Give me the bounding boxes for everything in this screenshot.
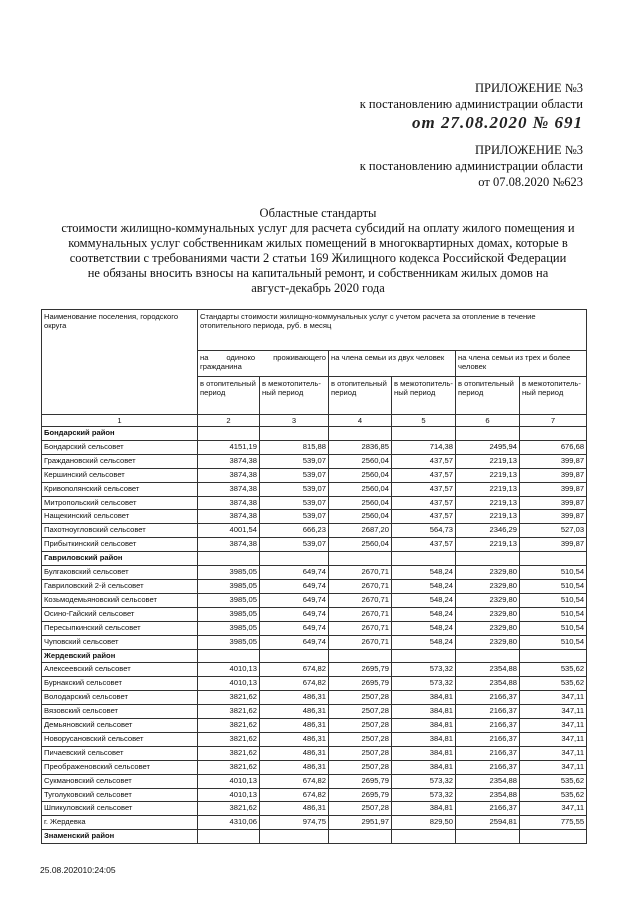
value-cell: 3821,62 (198, 719, 260, 733)
value-cell: 437,57 (392, 482, 456, 496)
header-heating-period: в отопительный период (329, 377, 392, 415)
title-line: Областные стандарты (259, 206, 377, 220)
value-cell: 2560,04 (329, 496, 392, 510)
settlement-name: Туголуковский сельсовет (42, 788, 198, 802)
settlement-name: Вязовский сельсовет (42, 705, 198, 719)
value-cell: 4010,13 (198, 788, 260, 802)
value-cell: 4310,06 (198, 816, 260, 830)
value-cell: 2329,80 (456, 607, 520, 621)
settlement-name: Алексеевский сельсовет (42, 663, 198, 677)
value-cell: 2329,80 (456, 593, 520, 607)
value-cell (260, 649, 329, 663)
value-cell (392, 830, 456, 844)
value-cell: 2670,71 (329, 579, 392, 593)
title-line: соответствии с требованиями части 2 статьи 169 Жилищного кодекса Российской Федерации (69, 251, 567, 265)
table-row (42, 566, 587, 580)
value-cell: 2166,37 (456, 802, 520, 816)
header-heating-period: в отопительный период (198, 377, 260, 415)
settlement-name: Новорусановский сельсовет (42, 732, 198, 746)
value-cell: 539,07 (260, 454, 329, 468)
district-row (42, 830, 587, 844)
table-row (42, 746, 587, 760)
value-cell: 2507,28 (329, 732, 392, 746)
settlement-name: Осино-Гайский сельсовет (42, 607, 198, 621)
table-row (42, 802, 587, 816)
value-cell: 2166,37 (456, 719, 520, 733)
value-cell: 674,82 (260, 663, 329, 677)
value-cell: 3821,62 (198, 746, 260, 760)
value-cell: 347,11 (520, 719, 587, 733)
value-cell: 2166,37 (456, 746, 520, 760)
value-cell: 486,31 (260, 746, 329, 760)
district-row (42, 427, 587, 441)
value-cell: 2507,28 (329, 691, 392, 705)
column-number: 6 (456, 415, 520, 427)
value-cell: 2560,04 (329, 468, 392, 482)
value-cell: 573,32 (392, 677, 456, 691)
value-cell: 2560,04 (329, 538, 392, 552)
value-cell: 3874,38 (198, 468, 260, 482)
value-cell: 2670,71 (329, 566, 392, 580)
value-cell: 486,31 (260, 802, 329, 816)
value-cell: 548,24 (392, 635, 456, 649)
value-cell: 3985,05 (198, 593, 260, 607)
value-cell: 3985,05 (198, 607, 260, 621)
value-cell: 486,31 (260, 691, 329, 705)
table-row (42, 774, 587, 788)
value-cell: 539,07 (260, 468, 329, 482)
table-row (42, 454, 587, 468)
value-cell: 2495,94 (456, 440, 520, 454)
table-row (42, 482, 587, 496)
value-cell (392, 649, 456, 663)
settlement-name: Преображеновский сельсовет (42, 760, 198, 774)
settlement-name: Пахотноугловский сельсовет (42, 524, 198, 538)
value-cell: 2507,28 (329, 705, 392, 719)
table-row (42, 538, 587, 552)
print-timestamp: 25.08.202010:24:05 (40, 865, 116, 875)
annex-block-initial (300, 80, 583, 112)
settlement-name: Кривополянский сельсовет (42, 482, 198, 496)
value-cell: 2166,37 (456, 760, 520, 774)
value-cell: 2354,88 (456, 677, 520, 691)
table-row (42, 607, 587, 621)
table-row (42, 677, 587, 691)
value-cell: 649,74 (260, 635, 329, 649)
table-row (42, 593, 587, 607)
value-cell: 2507,28 (329, 760, 392, 774)
value-cell: 4010,13 (198, 677, 260, 691)
settlement-name: Нащекинский сельсовет (42, 510, 198, 524)
value-cell: 666,23 (260, 524, 329, 538)
value-cell: 548,24 (392, 566, 456, 580)
settlement-name: Чуповский сельсовет (42, 635, 198, 649)
value-cell: 775,55 (520, 816, 587, 830)
value-cell: 3874,38 (198, 454, 260, 468)
value-cell: 649,74 (260, 566, 329, 580)
value-cell: 486,31 (260, 719, 329, 733)
value-cell: 399,87 (520, 468, 587, 482)
table-row (42, 691, 587, 705)
value-cell: 384,81 (392, 691, 456, 705)
value-cell: 3821,62 (198, 732, 260, 746)
value-cell: 4001,54 (198, 524, 260, 538)
value-cell: 2166,37 (456, 691, 520, 705)
value-cell: 399,87 (520, 538, 587, 552)
value-cell: 573,32 (392, 774, 456, 788)
table-row (42, 496, 587, 510)
settlement-name: Бурнакский сельсовет (42, 677, 198, 691)
value-cell: 384,81 (392, 802, 456, 816)
value-cell: 2346,29 (456, 524, 520, 538)
value-cell: 2219,13 (456, 538, 520, 552)
value-cell: 2329,80 (456, 635, 520, 649)
value-cell (329, 649, 392, 663)
value-cell: 347,11 (520, 705, 587, 719)
value-cell (260, 830, 329, 844)
table-row (42, 510, 587, 524)
value-cell (456, 552, 520, 566)
value-cell: 2507,28 (329, 746, 392, 760)
value-cell: 3985,05 (198, 621, 260, 635)
value-cell: 539,07 (260, 510, 329, 524)
value-cell: 674,82 (260, 677, 329, 691)
value-cell (329, 830, 392, 844)
value-cell: 2560,04 (329, 510, 392, 524)
table-row (42, 579, 587, 593)
title-line: стоимости жилищно-коммунальных услуг для расчета субсидий на оплату жилого помещения и (61, 221, 575, 235)
value-cell: 399,87 (520, 454, 587, 468)
district-name: Жердевский район (42, 649, 198, 663)
annex-title: ПРИЛОЖЕНИЕ №3 (474, 143, 583, 157)
settlement-name: Демьяновский сельсовет (42, 719, 198, 733)
value-cell: 3821,62 (198, 705, 260, 719)
settlement-name: Булгаковский сельсовет (42, 566, 198, 580)
value-cell (260, 552, 329, 566)
header-three-person: на члена семьи из трех и более человек (456, 351, 587, 377)
value-cell: 2951,97 (329, 816, 392, 830)
value-cell: 2695,79 (329, 788, 392, 802)
table-row (42, 440, 587, 454)
value-cell (520, 552, 587, 566)
value-cell (198, 830, 260, 844)
value-cell: 2670,71 (329, 607, 392, 621)
settlement-name: Пичаевский сельсовет (42, 746, 198, 760)
value-cell: 649,74 (260, 621, 329, 635)
value-cell: 2219,13 (456, 468, 520, 482)
table-row (42, 468, 587, 482)
settlement-name: Гавриловский 2-й сельсовет (42, 579, 198, 593)
value-cell: 2695,79 (329, 663, 392, 677)
settlement-name: Шпикуловский сельсовет (42, 802, 198, 816)
table-row (42, 760, 587, 774)
value-cell: 2166,37 (456, 705, 520, 719)
header-non-heating-period: в межотопитель-ный период (520, 377, 587, 415)
value-cell: 399,87 (520, 482, 587, 496)
value-cell: 486,31 (260, 760, 329, 774)
value-cell (456, 427, 520, 441)
value-cell: 535,62 (520, 788, 587, 802)
value-cell: 347,11 (520, 746, 587, 760)
value-cell: 4151,19 (198, 440, 260, 454)
value-cell: 573,32 (392, 663, 456, 677)
value-cell: 2354,88 (456, 788, 520, 802)
value-cell: 2560,04 (329, 482, 392, 496)
column-number: 2 (198, 415, 260, 427)
value-cell: 510,54 (520, 566, 587, 580)
settlement-name: Володарский сельсовет (42, 691, 198, 705)
value-cell (456, 649, 520, 663)
value-cell: 384,81 (392, 705, 456, 719)
value-cell: 539,07 (260, 496, 329, 510)
value-cell: 2836,85 (329, 440, 392, 454)
table-row (42, 621, 587, 635)
value-cell: 4010,13 (198, 663, 260, 677)
value-cell: 2594,81 (456, 816, 520, 830)
value-cell: 510,54 (520, 635, 587, 649)
value-cell: 347,11 (520, 802, 587, 816)
value-cell: 3821,62 (198, 760, 260, 774)
standards-table (41, 309, 587, 844)
table-row (42, 635, 587, 649)
value-cell: 3874,38 (198, 538, 260, 552)
value-cell: 2670,71 (329, 635, 392, 649)
value-cell: 437,57 (392, 454, 456, 468)
settlement-name: Прибыткинский сельсовет (42, 538, 198, 552)
header-non-heating-period: в межотопитель-ный период (260, 377, 329, 415)
value-cell: 676,68 (520, 440, 587, 454)
table-row (42, 705, 587, 719)
value-cell: 2219,13 (456, 496, 520, 510)
value-cell: 399,87 (520, 510, 587, 524)
table-body (42, 427, 587, 844)
value-cell: 3874,38 (198, 510, 260, 524)
title-line: не обязаны вносить взносы на капитальный ремонт, и собственникам жилых домов на (87, 266, 549, 280)
value-cell: 4010,13 (198, 774, 260, 788)
value-cell: 3874,38 (198, 496, 260, 510)
value-cell: 347,11 (520, 691, 587, 705)
header-standards: Стандарты стоимости жилищно-коммунальных услуг с учетом расчета за отопление в течение отопительного периода, руб. в месяц (198, 310, 587, 351)
value-cell: 2560,04 (329, 454, 392, 468)
value-cell: 2329,80 (456, 579, 520, 593)
value-cell: 714,38 (392, 440, 456, 454)
column-number: 4 (329, 415, 392, 427)
value-cell: 539,07 (260, 482, 329, 496)
value-cell (520, 649, 587, 663)
value-cell: 815,88 (260, 440, 329, 454)
value-cell: 974,75 (260, 816, 329, 830)
settlement-name: Козьмодемьяновский сельсовет (42, 593, 198, 607)
value-cell (520, 830, 587, 844)
value-cell: 3821,62 (198, 802, 260, 816)
title-line: август-декабрь 2020 года (251, 281, 385, 295)
value-cell: 347,11 (520, 760, 587, 774)
table-row (42, 663, 587, 677)
value-cell (198, 427, 260, 441)
district-row (42, 649, 587, 663)
value-cell: 3821,62 (198, 691, 260, 705)
value-cell: 2166,37 (456, 732, 520, 746)
settlement-name: г. Жердевка (42, 816, 198, 830)
value-cell (198, 552, 260, 566)
value-cell: 2219,13 (456, 454, 520, 468)
value-cell: 3985,05 (198, 566, 260, 580)
annex-subtitle: к постановлению администрации области (359, 159, 583, 173)
value-cell: 2219,13 (456, 482, 520, 496)
settlement-name: Сукмановский сельсовет (42, 774, 198, 788)
annex-title: ПРИЛОЖЕНИЕ №3 (474, 81, 583, 95)
value-cell: 486,31 (260, 732, 329, 746)
annex-subtitle: к постановлению администрации области (359, 97, 583, 111)
settlement-name: Кершинский сельсовет (42, 468, 198, 482)
value-cell: 384,81 (392, 719, 456, 733)
value-cell: 573,32 (392, 788, 456, 802)
value-cell: 437,57 (392, 496, 456, 510)
value-cell (520, 427, 587, 441)
value-cell: 829,50 (392, 816, 456, 830)
table-row (42, 524, 587, 538)
district-row (42, 552, 587, 566)
table-row (42, 732, 587, 746)
value-cell: 3985,05 (198, 635, 260, 649)
value-cell: 437,57 (392, 468, 456, 482)
value-cell: 384,81 (392, 732, 456, 746)
value-cell: 510,54 (520, 579, 587, 593)
value-cell (260, 427, 329, 441)
column-number: 1 (42, 415, 198, 427)
value-cell: 548,24 (392, 607, 456, 621)
value-cell: 399,87 (520, 496, 587, 510)
settlement-name: Бондарский сельсовет (42, 440, 198, 454)
value-cell: 510,54 (520, 621, 587, 635)
value-cell: 564,73 (392, 524, 456, 538)
document-title (40, 206, 596, 296)
value-cell: 539,07 (260, 538, 329, 552)
value-cell: 3985,05 (198, 579, 260, 593)
value-cell: 2219,13 (456, 510, 520, 524)
district-name: Гавриловский район (42, 552, 198, 566)
value-cell: 535,62 (520, 774, 587, 788)
value-cell: 347,11 (520, 732, 587, 746)
value-cell: 510,54 (520, 593, 587, 607)
value-cell: 3874,38 (198, 482, 260, 496)
value-cell: 2695,79 (329, 677, 392, 691)
value-cell: 674,82 (260, 774, 329, 788)
value-cell (329, 552, 392, 566)
district-name: Знаменский район (42, 830, 198, 844)
header-non-heating-period: в межотопитель-ный период (392, 377, 456, 415)
value-cell: 2670,71 (329, 593, 392, 607)
value-cell: 384,81 (392, 746, 456, 760)
handwritten-annotation: от 27.08.2020 № 691 (411, 113, 583, 132)
value-cell (329, 427, 392, 441)
header-settlement-name: Наименование поселения, городского округа (42, 310, 198, 415)
value-cell: 527,03 (520, 524, 587, 538)
value-cell: 548,24 (392, 593, 456, 607)
value-cell: 2329,80 (456, 621, 520, 635)
title-line: коммунальных услуг собственникам жилых помещений в многоквартирных домах, которые в (68, 236, 568, 250)
value-cell: 2507,28 (329, 802, 392, 816)
value-cell (392, 552, 456, 566)
value-cell (456, 830, 520, 844)
value-cell: 548,24 (392, 621, 456, 635)
header-two-person: на члена семьи из двух человек (329, 351, 456, 377)
district-name: Бондарский район (42, 427, 198, 441)
value-cell: 548,24 (392, 579, 456, 593)
table-row (42, 816, 587, 830)
settlement-name: Пересыпкинский сельсовет (42, 621, 198, 635)
table-row (42, 719, 587, 733)
value-cell: 486,31 (260, 705, 329, 719)
value-cell: 2329,80 (456, 566, 520, 580)
value-cell: 649,74 (260, 579, 329, 593)
value-cell: 384,81 (392, 760, 456, 774)
value-cell: 437,57 (392, 538, 456, 552)
value-cell: 649,74 (260, 607, 329, 621)
value-cell: 649,74 (260, 593, 329, 607)
value-cell: 535,62 (520, 677, 587, 691)
value-cell (198, 649, 260, 663)
annex-block-original (300, 142, 583, 190)
value-cell: 2507,28 (329, 719, 392, 733)
table-row (42, 788, 587, 802)
header-single-person: на одиноко проживающего гражданина (198, 351, 329, 377)
header-heating-period: в отопительный период (456, 377, 520, 415)
value-cell: 437,57 (392, 510, 456, 524)
value-cell: 510,54 (520, 607, 587, 621)
column-number: 7 (520, 415, 587, 427)
settlement-name: Граждановский сельсовет (42, 454, 198, 468)
column-number: 3 (260, 415, 329, 427)
value-cell: 535,62 (520, 663, 587, 677)
value-cell: 2354,88 (456, 774, 520, 788)
value-cell (392, 427, 456, 441)
settlement-name: Митропольский сельсовет (42, 496, 198, 510)
value-cell: 2670,71 (329, 621, 392, 635)
value-cell: 2687,20 (329, 524, 392, 538)
value-cell: 2695,79 (329, 774, 392, 788)
value-cell: 2354,88 (456, 663, 520, 677)
annex-date: от 07.08.2020 №623 (478, 175, 583, 189)
column-number: 5 (392, 415, 456, 427)
value-cell: 674,82 (260, 788, 329, 802)
